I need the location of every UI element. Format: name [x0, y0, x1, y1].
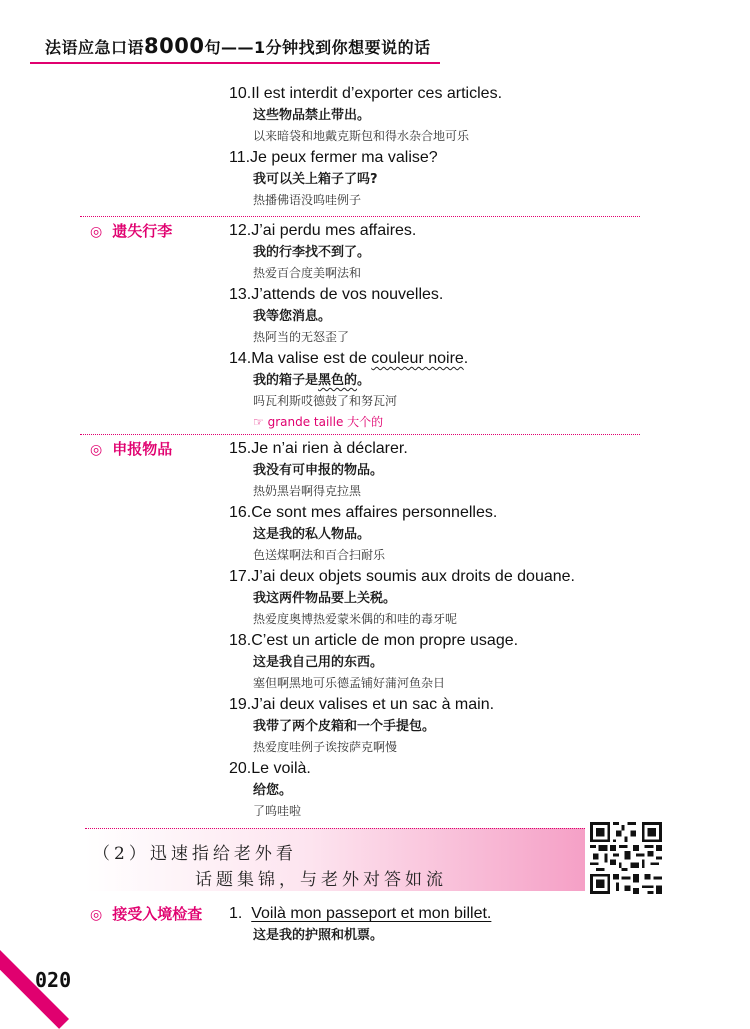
french-sentence: 11.Je peux fermer ma valise? [229, 149, 438, 166]
page-number: 020 [35, 968, 72, 992]
header-rule [30, 62, 440, 64]
french-sentence: 16.Ce sont mes affaires personnelles. [229, 504, 498, 521]
section-lost-luggage [0, 214, 750, 432]
section-declare-items [0, 432, 750, 822]
pronunciation-guide: 吗瓦利斯哎德鼓了和努瓦河 [253, 394, 398, 408]
french-sentence: 17.J’ai deux objets soumis aux droits de douane. [229, 568, 575, 585]
french-text: 14.Ma valise est de [229, 350, 372, 367]
entry-14 [0, 348, 750, 432]
section-marker-icon: ◎ [90, 224, 103, 240]
section-title [90, 438, 172, 459]
chinese-translation: 我这两件物品要上关税。 [253, 591, 397, 606]
section-continued [0, 80, 750, 214]
chinese-translation [229, 370, 750, 391]
french-highlight: couleur noire [371, 350, 464, 367]
entry-16 [0, 502, 750, 566]
section-marker-icon: ◎ [90, 442, 103, 458]
entry-11 [0, 147, 750, 211]
french-text: Voilà mon passeport et mon billet. [251, 905, 492, 922]
french-sentence [229, 903, 491, 925]
chinese-translation: 给您。 [253, 783, 293, 798]
french-sentence: 20.Le voilà. [229, 760, 311, 777]
section-title-text: 遗失行李 [112, 222, 173, 240]
french-text-end: . [463, 350, 469, 367]
entry-13 [0, 284, 750, 348]
entry-number: 1. [229, 905, 243, 922]
header-title-pre: 法语应急口语 [45, 38, 145, 57]
entry-18 [0, 630, 750, 694]
chinese-translation: 这是我的私人物品。 [253, 527, 371, 542]
chinese-translation: 这些物品禁止带出。 [253, 108, 371, 123]
chinese-translation: 这是我自己用的东西。 [253, 655, 384, 670]
french-sentence [229, 348, 750, 370]
chinese-translation: 我等您消息。 [253, 309, 332, 324]
pronunciation-guide: 了呜哇啦 [253, 804, 302, 818]
entry-10 [0, 83, 750, 147]
chinese-highlight: 黑色的 [318, 373, 358, 388]
chinese-translation: 我带了两个皮箱和一个手提包。 [253, 719, 436, 734]
pronunciation-guide: 色送煤啊法和百合扫耐乐 [253, 548, 386, 562]
section-marker-icon: ◎ [90, 907, 103, 923]
substitution-note: ☞ grande taille 大个的 [253, 415, 384, 429]
section-title-text: 接受入境检查 [112, 905, 203, 923]
pronunciation-guide: 以来暗袋和地戴克斯包和得水杂合地可乐 [253, 129, 470, 143]
chinese-text-end: 。 [357, 373, 371, 388]
french-sentence: 13.J’attends de vos nouvelles. [229, 286, 444, 303]
chinese-translation: 我可以关上箱子了吗? [253, 172, 378, 187]
chinese-text: 我的箱子是 [253, 373, 319, 388]
qr-code-icon [590, 822, 662, 894]
pronunciation-guide: 热播佛语没呜哇例子 [253, 193, 362, 207]
french-sentence: 18.C’est un article de mon propre usage. [229, 632, 519, 649]
chinese-translation: 我没有可申报的物品。 [253, 463, 384, 478]
french-sentence: 15.Je n’ai rien à déclarer. [229, 440, 408, 457]
content [0, 80, 750, 822]
section-title-text: 申报物品 [112, 440, 173, 458]
pronunciation-guide: 热阿当的无怒歪了 [253, 330, 350, 344]
entry-1 [229, 903, 491, 946]
pronunciation-guide: 热奶黑岩啊得克拉黑 [253, 484, 362, 498]
chinese-translation: 我的行李找不到了。 [253, 245, 371, 260]
banner-subheading: 话题集锦，与老外对答如流 [195, 870, 447, 890]
pronunciation-guide: 热爱百合度美啊法和 [253, 266, 362, 280]
entry-20 [0, 758, 750, 822]
pronunciation-guide: 塞但啊黑地可乐德孟铺好蒲河鱼杂日 [253, 676, 446, 690]
french-sentence: 19.J’ai deux valises et un sac à main. [229, 696, 495, 713]
chinese-translation: 这是我的护照和机票。 [253, 928, 384, 943]
section-title [90, 220, 172, 241]
header-title-num: 8000 [144, 34, 205, 58]
header-title-post: 句——1分钟找到你想要说的话 [204, 38, 431, 57]
french-sentence: 12.J’ai perdu mes affaires. [229, 222, 417, 239]
section-title [90, 903, 202, 924]
page-header [45, 34, 431, 58]
entry-17 [0, 566, 750, 630]
chapter-banner [85, 828, 585, 891]
french-sentence: 10.Il est interdit d’exporter ces articles. [229, 85, 503, 102]
pronunciation-guide: 热爱度哇例子诶按萨克啊慢 [253, 740, 398, 754]
banner-heading: （2）迅速指给老外看 [93, 844, 297, 864]
pronunciation-guide: 热爱度奥博热爱蒙米偶的和哇的毒牙呢 [253, 612, 458, 626]
entry-19 [0, 694, 750, 758]
